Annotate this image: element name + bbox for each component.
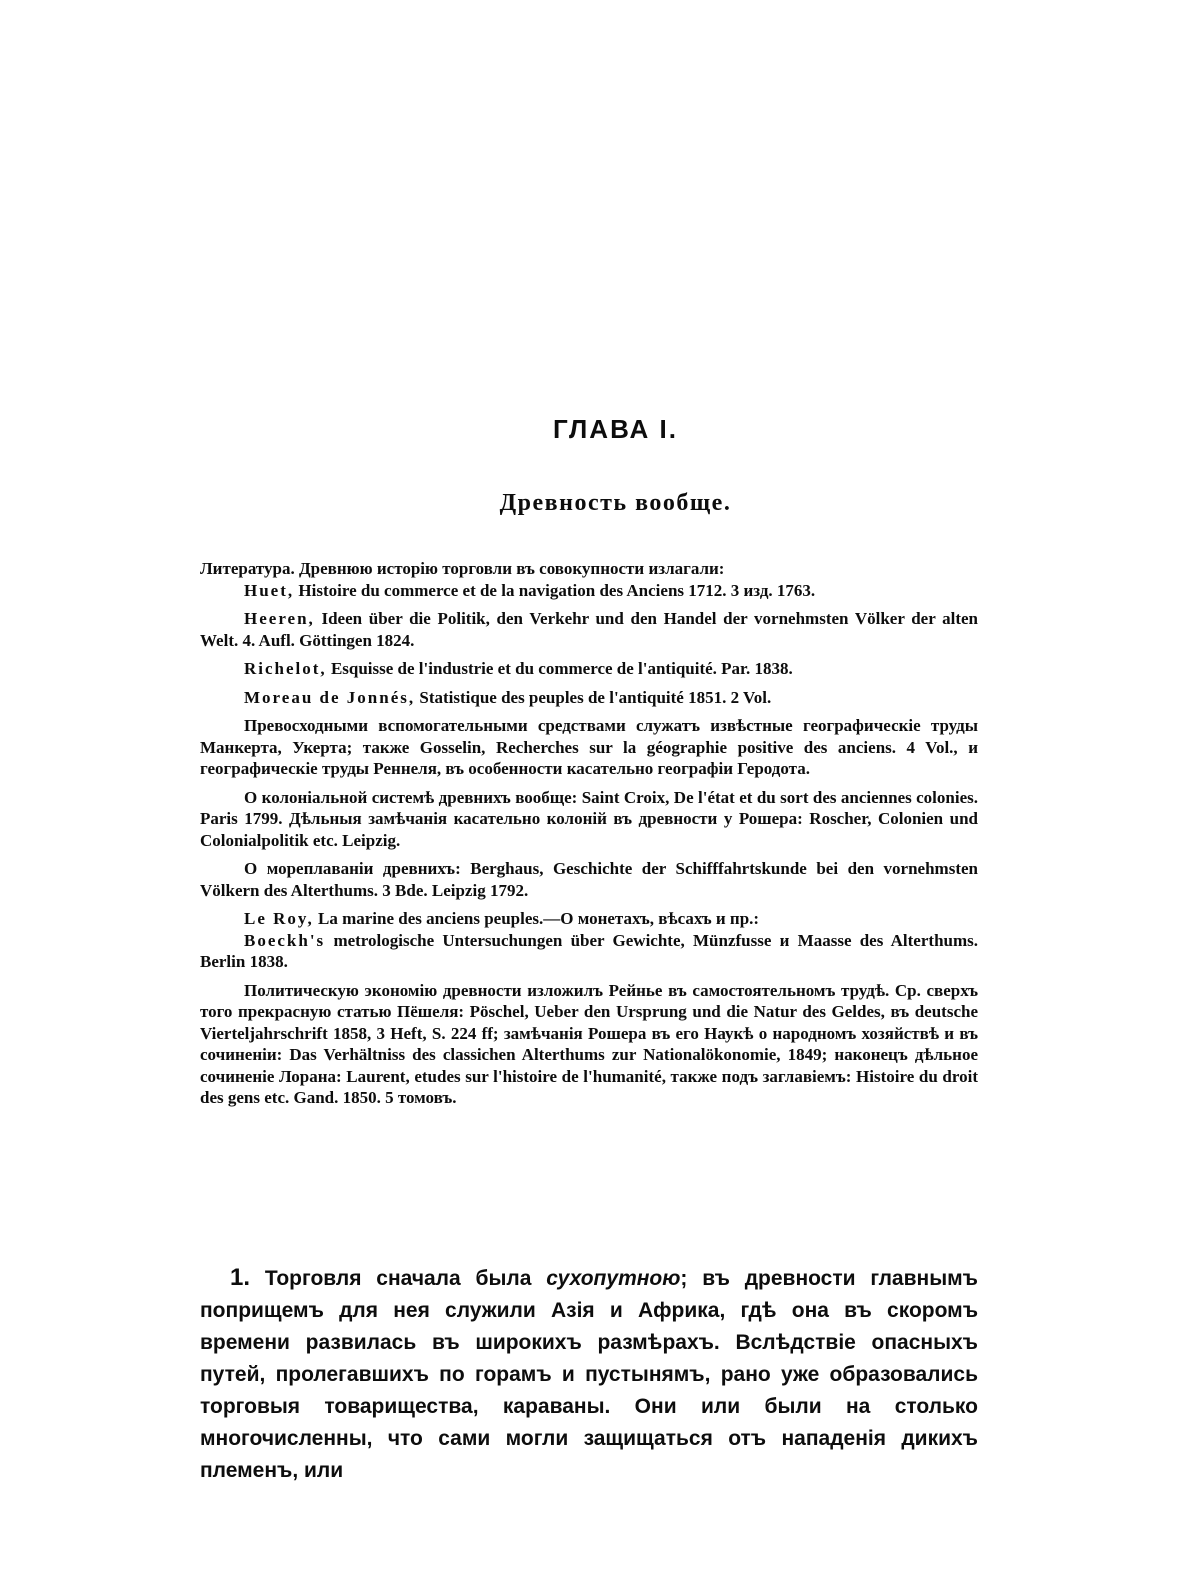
- literature-section: [200, 558, 978, 1116]
- paragraph-number: 1.: [230, 1264, 251, 1291]
- literature-label: Литература.: [200, 559, 295, 578]
- main-text: [200, 1262, 978, 1487]
- entry-text: metrologische Untersuchungen über Gewichte, Münzfusse и Maasse des Alterthums. Berlin 1838.: [200, 930, 978, 971]
- paragraph-text: ; въ древности главнымъ поприщемъ для нея служили Азія и Африка, гдѣ она въ скоромъ времени развилась въ широкихъ размѣрахъ. Вслѣдствіе опасныхъ путей, пролегавшихъ по горамъ и пустынямъ, рано уже образовались торговыя товарищества, караваны. Они или были на столько многочисленны, что сами могли защищаться отъ нападенія дикихъ племенъ, или: [200, 1267, 978, 1482]
- entry-author: Le Roy,: [244, 909, 314, 928]
- literature-entry: О мореплаваніи древнихъ: Berghaus, Geschichte der Schifffahrtskunde bei den vornehmsten Völkern des Alterthums. 3 Bde. Leipzig 1792.: [200, 859, 978, 900]
- literature-intro: [200, 558, 978, 580]
- entry-author: Huet,: [244, 580, 295, 600]
- literature-entry: [200, 930, 978, 973]
- literature-entry: Превосходными вспомогательными средствами служатъ извѣстные географическіе труды Манкерта, Укерта; также Gosselin, Recherches sur la géographie positive des anciens. 4 Vol., и географическіе труды Реннеля, въ особенности касательно географіи Геродота.: [200, 716, 978, 778]
- entry-text: Histoire du commerce et de la navigation des Anciens 1712. 3 изд. 1763.: [298, 580, 816, 600]
- entry-author: Heeren,: [244, 609, 315, 628]
- paragraph: [200, 1262, 978, 1487]
- entry-text: Ideen über die Politik, den Verkehr und den Handel der vornehmsten Völker der alten Welt. 4. Aufl. Göttingen 1824.: [200, 609, 978, 650]
- entry-author: Richelot,: [244, 659, 327, 678]
- emphasized-word: сухопутною: [546, 1267, 681, 1290]
- literature-entry: [200, 608, 978, 651]
- literature-entry: Политическую экономію древности изложилъ Рейнье въ самостоятельномъ трудѣ. Ср. сверхъ того прекрасную статью Пёшеля: Pöschel, Ueber den Ursprung und die Natur des Geldes, въ deutsche Vierteljahrschrift 1858, 3 Heft, S. 224 ff; замѣчанія Рошера въ его Наукѣ о народномъ хозяйствѣ и въ сочиненіи: Das Verhältniss des classichen Alterthums zur Nationalökonomie, 1849; наконецъ дѣльное сочиненіе Лорана: Laurent, etudes sur l'histoire de l'humanité, также подъ заглавіемъ: Histoire du droit des gens etc. Gand. 1850. 5 томовъ.: [200, 980, 978, 1107]
- chapter-subtitle: Древность вообще.: [499, 490, 732, 516]
- entry-text: Statistique des peuples de l'antiquité 1851. 2 Vol.: [419, 687, 772, 707]
- literature-entry: О колоніальной системѣ древнихъ вообще: Saint Croix, De l'état et du sort des anciennes colonies. Paris 1799. Дѣльныя замѣчанія касательно колоній въ древности у Рошера: Roscher, Colonien und Colonialpolitik etc. Leipzig.: [200, 787, 978, 850]
- literature-entry: [200, 658, 978, 680]
- paragraph-text-start: Торговля сначала была: [264, 1267, 532, 1290]
- literature-entry: [200, 580, 978, 602]
- entry-text: La marine des anciens peuples.—О монетахъ, вѣсахъ и пр.:: [317, 909, 760, 928]
- chapter-heading: ГЛАВА I.: [552, 414, 679, 444]
- entry-author: Moreau de Jonnés,: [244, 687, 416, 707]
- entry-text: Esquisse de l'industrie et du commerce de l'antiquité. Par. 1838.: [330, 659, 793, 678]
- entry-author: Boeckh's: [244, 930, 326, 950]
- literature-entry: [200, 908, 978, 930]
- literature-entry: [200, 687, 978, 709]
- literature-intro-text: Древнюю исторію торговли въ совокупности излагали:: [298, 559, 725, 578]
